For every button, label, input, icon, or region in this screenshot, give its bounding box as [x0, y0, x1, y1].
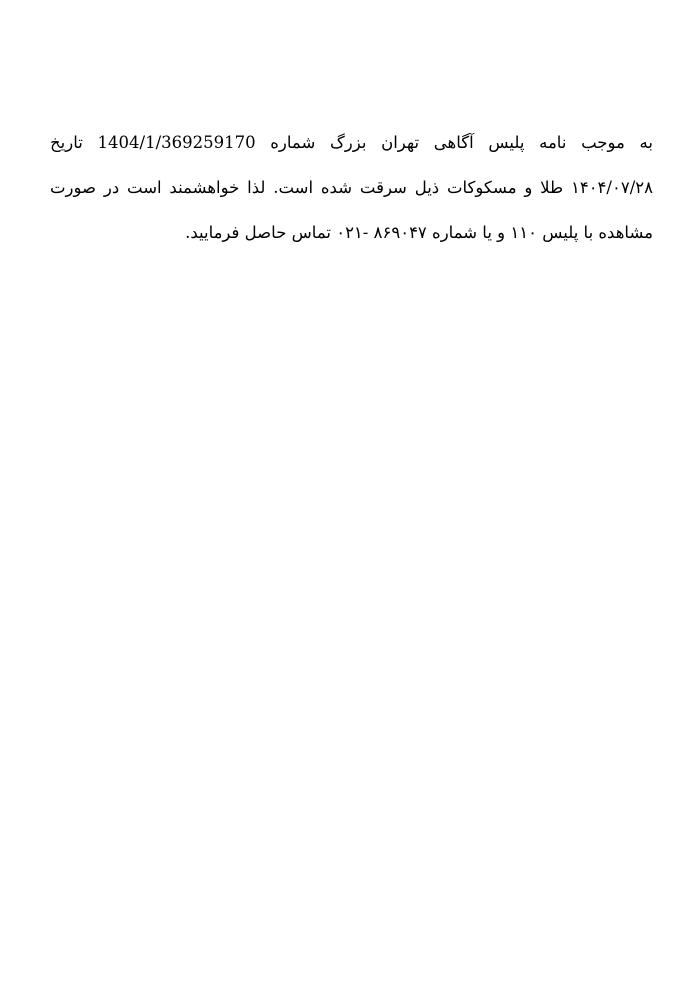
paragraph-line-2: ۱۴۰۴/۰۷/۲۸ طلا و مسکوکات ذیل سرقت شده است. لذا خواهشمند است در صورت: [50, 178, 653, 197]
paragraph-line-1: به موجب نامه پلیس آگاهی تهران بزرگ شماره 1404/1/369259170 تاریخ: [50, 133, 653, 152]
notice-paragraph: [50, 120, 653, 255]
paragraph-line-3: مشاهده با پلیس ۱۱۰ و یا شماره ۸۶۹۰۴۷ -۰۲۱ تماس حاصل فرمایید.: [185, 223, 653, 242]
